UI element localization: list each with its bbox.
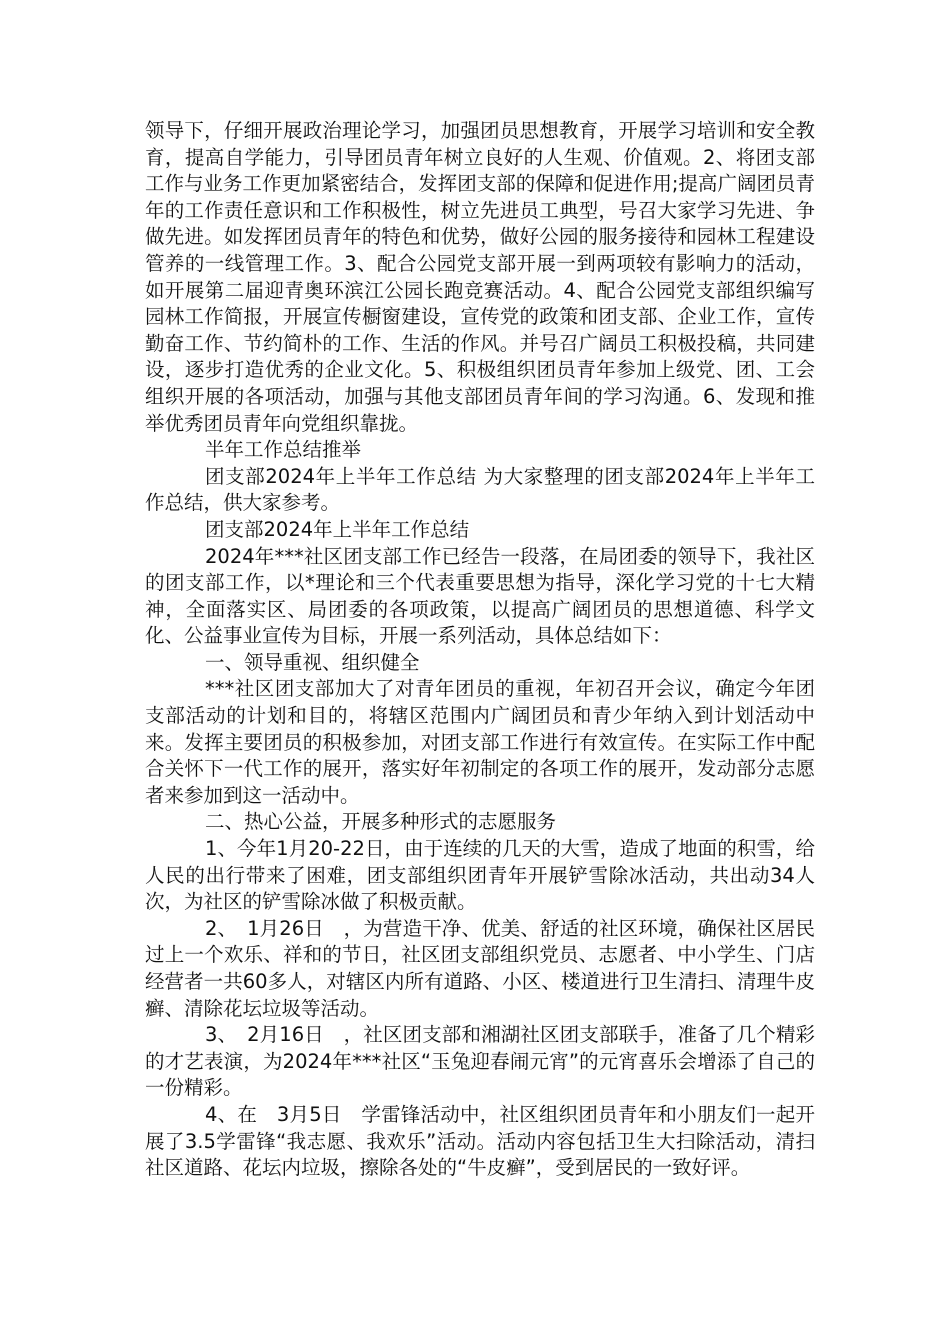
list-item-paragraph: 1、今年1月20-22日，由于连续的几天的大雪，造成了地面的积雪，给人民的出行带来了困难，团支部组织团青年开展铲雪除冰活动，共出动34人次，为社区的铲雪除冰做了积极贡献。	[145, 837, 815, 914]
section-heading: 半年工作总结推举	[205, 438, 362, 462]
document-title: 团支部2024年上半年工作总结	[205, 517, 470, 541]
section-heading: 一、领导重视、组织健全	[205, 650, 420, 674]
list-item-paragraph: 3、 2月16日 ，社区团支部和湘湖社区团支部联手，准备了几个精彩的才艺表演，为2024年***社区“玉兔迎春闹元宵”的元宵喜乐会增添了自己的一份精彩。	[145, 1023, 815, 1100]
document-body	[145, 118, 815, 1182]
section-heading: 二、热心公益，开展多种形式的志愿服务	[205, 810, 557, 834]
body-paragraph: ***社区团支部加大了对青年团员的重视，年初召开会议，确定今年团支部活动的计划和目的，将辖区范围内广阔团员和青少年纳入到计划活动中来。发挥主要团员的积极参加，对团支部工作进行有效宣传。在实际工作中配合关怀下一代工作的展开，落实好年初制定的各项工作的展开，发动部分志愿者来参加到这一活动中。	[145, 677, 815, 807]
list-item-paragraph: 2、 1月26日 ，为营造干净、优美、舒适的社区环境，确保社区居民过上一个欢乐、祥和的节日，社区团支部组织党员、志愿者、中小学生、门店经营者一共60多人，对辖区内所有道路、小区、楼道进行卫生清扫、清理牛皮癣、清除花坛垃圾等活动。	[145, 916, 815, 1020]
list-item-paragraph: 4、在 3月5日 学雷锋活动中，社区组织团员青年和小朋友们一起开展了3.5学雷锋“我志愿、我欢乐”活动。活动内容包括卫生大扫除活动，清扫社区道路、花坛内垃圾，擦除各处的“牛皮癣”，受到居民的一致好评。	[145, 1102, 815, 1180]
body-paragraph: 2024年***社区团支部工作已经告一段落，在局团委的领导下，我社区的团支部工作，以*理论和三个代表重要思想为指导，深化学习党的十七大精神，全面落实区、局团委的各项政策，以提高广阔团员的思想道德、科学文化、公益事业宣传为目标，开展一系列活动，具体总结如下：	[145, 544, 815, 648]
body-paragraph: 团支部2024年上半年工作总结 为大家整理的团支部2024年上半年工作总结，供大家参考。	[145, 464, 815, 515]
body-paragraph: 领导下，仔细开展政治理论学习，加强团员思想教育，开展学习培训和安全教育，提高自学能力，引导团员青年树立良好的人生观、价值观。2、将团支部工作与业务工作更加紧密结合，发挥团支部的保障和促进作用;提高广阔团员青年的工作责任意识和工作积极性，树立先进员工典型，号召大家学习先进、争做先进。如发挥团员青年的特色和优势，做好公园的服务接待和园林工程建设管养的一线管理工作。3、配合公园党支部开展一到两项较有影响力的活动，如开展第二届迎青奥环滨江公园长跑竞赛活动。4、配合公园党支部组织编写园林工作简报，开展宣传橱窗建设，宣传党的政策和团支部、企业工作，宣传勤奋工作、节约简朴的工作、生活的作风。并号召广阔员工积极投稿，共同建设，逐步打造优秀的企业文化。5、积极组织团员青年参加上级党、团、工会组织开展的各项活动，加强与其他支部团员青年间的学习沟通。6、发现和推举优秀团员青年向党组织靠拢。	[145, 119, 815, 435]
